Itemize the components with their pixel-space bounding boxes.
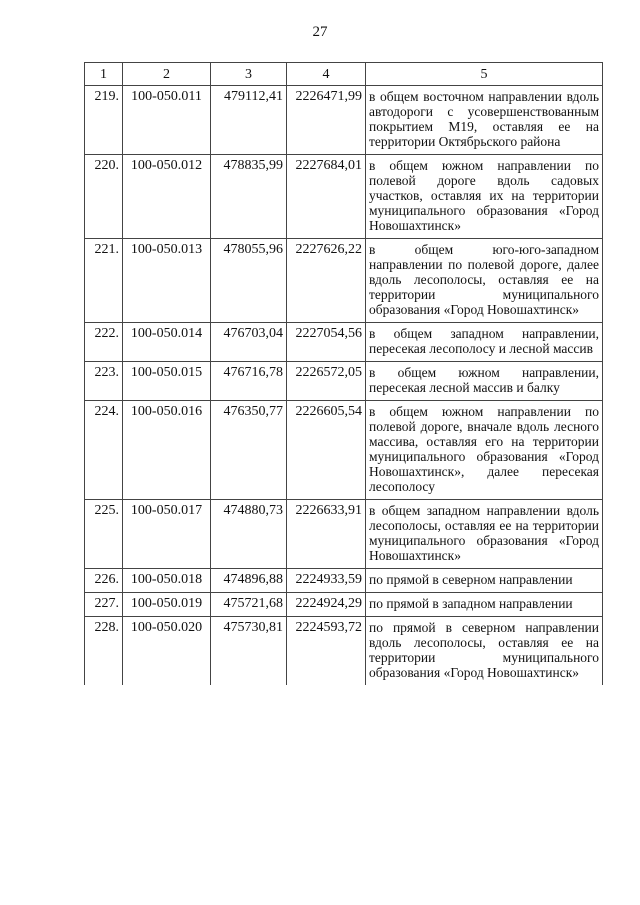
point-code: 100-050.016 <box>123 401 211 500</box>
row-number: 222. <box>85 323 123 362</box>
coordinate-y: 2227684,01 <box>287 155 366 239</box>
table-row <box>85 500 603 569</box>
coordinate-x: 474896,88 <box>211 569 287 593</box>
column-header-4: 4 <box>287 63 366 86</box>
boundary-description: в общем южном направлении по полевой дороге, вначале вдоль лесного массива, оставляя его на территории муниципального образования «Город Новошахтинск», далее пересекая лесополосу <box>366 401 603 500</box>
column-header-1: 1 <box>85 63 123 86</box>
point-code: 100-050.013 <box>123 239 211 323</box>
coordinate-x: 478835,99 <box>211 155 287 239</box>
column-header-3: 3 <box>211 63 287 86</box>
coordinate-x: 476350,77 <box>211 401 287 500</box>
boundary-description: в общем восточном направлении вдоль автодороги с усовершенствованным покрытием М19, оставляя ее на территории Октябрьского района <box>366 86 603 155</box>
table-row <box>85 593 603 617</box>
point-code: 100-050.014 <box>123 323 211 362</box>
row-number: 224. <box>85 401 123 500</box>
table-row <box>85 86 603 155</box>
row-number: 219. <box>85 86 123 155</box>
coordinate-y: 2226471,99 <box>287 86 366 155</box>
coordinate-y: 2226633,91 <box>287 500 366 569</box>
table-row <box>85 401 603 500</box>
boundary-description: в общем западном направлении вдоль лесополосы, оставляя ее на территории муниципального образования «Город Новошахтинск» <box>366 500 603 569</box>
coordinate-x: 475721,68 <box>211 593 287 617</box>
row-number: 228. <box>85 617 123 686</box>
row-number: 227. <box>85 593 123 617</box>
table-row <box>85 362 603 401</box>
coordinate-x: 479112,41 <box>211 86 287 155</box>
coordinate-y: 2224924,29 <box>287 593 366 617</box>
coordinate-y: 2227626,22 <box>287 239 366 323</box>
coordinate-y: 2226572,05 <box>287 362 366 401</box>
coordinate-x: 478055,96 <box>211 239 287 323</box>
boundary-description: в общем южном направлении по полевой дороге вдоль садовых участков, оставляя их на территории муниципального образования «Город Новошахтинск» <box>366 155 603 239</box>
point-code: 100-050.018 <box>123 569 211 593</box>
coordinate-x: 476716,78 <box>211 362 287 401</box>
row-number: 223. <box>85 362 123 401</box>
point-code: 100-050.020 <box>123 617 211 686</box>
column-header-5: 5 <box>366 63 603 86</box>
point-code: 100-050.012 <box>123 155 211 239</box>
row-number: 225. <box>85 500 123 569</box>
coordinate-y: 2226605,54 <box>287 401 366 500</box>
coordinate-y: 2227054,56 <box>287 323 366 362</box>
point-code: 100-050.019 <box>123 593 211 617</box>
table-row <box>85 323 603 362</box>
table-row <box>85 569 603 593</box>
point-code: 100-050.017 <box>123 500 211 569</box>
point-code: 100-050.011 <box>123 86 211 155</box>
table-body <box>85 86 603 686</box>
coordinate-y: 2224933,59 <box>287 569 366 593</box>
page-number: 27 <box>312 24 328 40</box>
boundary-description: в общем южном направлении, пересекая лесной массив и балку <box>366 362 603 401</box>
table-header-row <box>85 63 603 86</box>
coordinate-x: 475730,81 <box>211 617 287 686</box>
table-row <box>85 617 603 686</box>
column-header-2: 2 <box>123 63 211 86</box>
row-number: 220. <box>85 155 123 239</box>
boundary-description: по прямой в западном направлении <box>366 593 603 617</box>
row-number: 226. <box>85 569 123 593</box>
table-row <box>85 239 603 323</box>
boundary-description: по прямой в северном направлении вдоль лесополосы, оставляя ее на территории муниципального образования «Город Новошахтинск» <box>366 617 603 686</box>
boundary-description: по прямой в северном направлении <box>366 569 603 593</box>
table-row <box>85 155 603 239</box>
coordinate-y: 2224593,72 <box>287 617 366 686</box>
point-code: 100-050.015 <box>123 362 211 401</box>
boundary-description: в общем западном направлении, пересекая лесополосу и лесной массив <box>366 323 603 362</box>
boundary-description: в общем юго-юго-западном направлении по полевой дороге, далее вдоль лесополосы, оставляя ее на территории муниципального образования «Город Новошахтинск» <box>366 239 603 323</box>
coordinate-x: 476703,04 <box>211 323 287 362</box>
row-number: 221. <box>85 239 123 323</box>
boundary-description-table <box>84 62 603 685</box>
coordinate-x: 474880,73 <box>211 500 287 569</box>
